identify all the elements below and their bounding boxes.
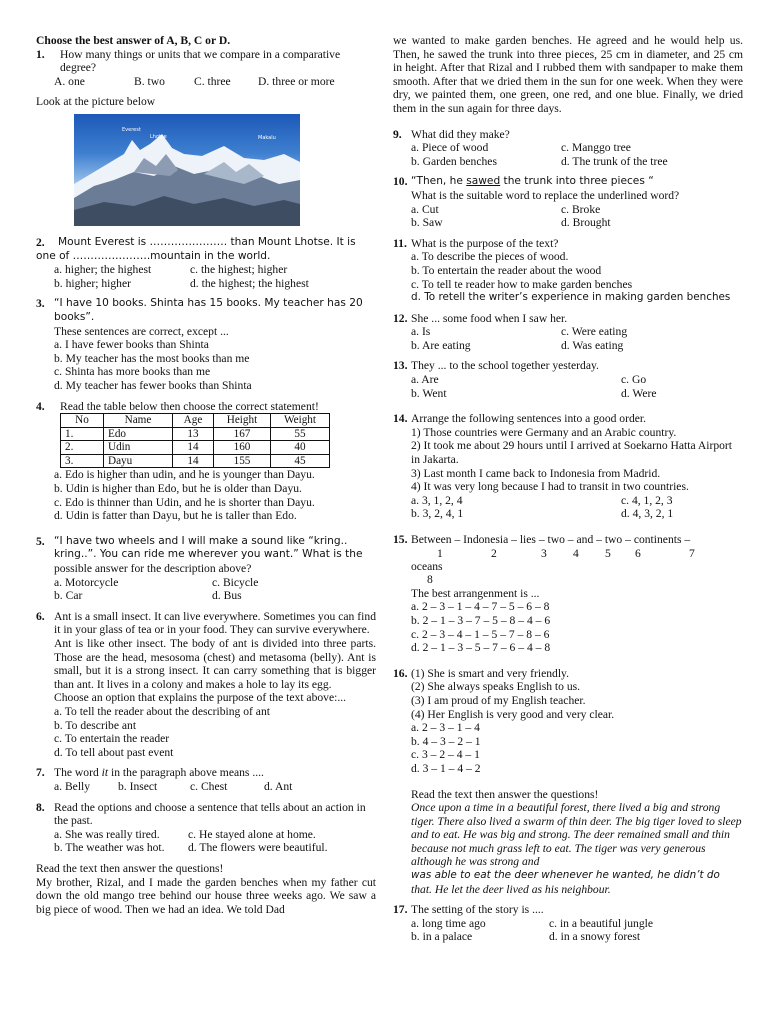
- option-a[interactable]: a. To describe the pieces of wood.: [411, 250, 569, 264]
- option-d[interactable]: d. Ant: [264, 779, 293, 793]
- table-header: Name: [104, 414, 173, 428]
- option-a[interactable]: a. Motorcycle: [54, 575, 119, 589]
- option-a[interactable]: a. Piece of wood: [411, 141, 489, 155]
- table-cell: 40: [271, 441, 330, 455]
- table-cell: 1.: [61, 427, 104, 441]
- option-c[interactable]: c. Chest: [190, 779, 228, 793]
- question-text-line2: What is the suitable word to replace the underlined word?: [411, 188, 680, 202]
- option-d[interactable]: d. Bus: [212, 589, 242, 603]
- question-number: 13.: [393, 359, 408, 373]
- sentence-4: (4) Her English is very good and very clear.: [411, 707, 615, 721]
- question-number: 16.: [393, 666, 408, 680]
- option-d[interactable]: d. Were: [621, 386, 657, 400]
- right-column: [393, 34, 743, 944]
- question-number: 10.: [393, 175, 408, 189]
- option-a[interactable]: a. long time ago: [411, 916, 486, 930]
- sentence-1: (1) She is smart and very friendly.: [411, 666, 569, 680]
- question-10: [393, 175, 743, 229]
- instruction-heading: Choose the best answer of A, B, C or D.: [36, 34, 231, 47]
- question-number: 5.: [36, 534, 45, 548]
- option-c[interactable]: c. Edo is thinner than Udin, and he is shorter than Dayu.: [54, 495, 315, 509]
- option-a[interactable]: a. 2 – 3 – 1 – 4 – 7 – 5 – 6 – 8: [411, 600, 550, 614]
- table-header-row: [61, 414, 330, 428]
- question-text-pre: The word: [54, 766, 102, 780]
- table-header: Weight: [271, 414, 330, 428]
- question-9: [393, 128, 743, 169]
- table-cell: 155: [214, 454, 271, 468]
- story2-text-end: that. He let the deer lived as his neighbour.: [411, 882, 611, 896]
- option-b[interactable]: b. Garden benches: [411, 154, 497, 168]
- option-c[interactable]: c. in a beautiful jungle: [549, 916, 653, 930]
- option-c[interactable]: C. three: [194, 74, 231, 88]
- question-7: [36, 766, 376, 793]
- option-d[interactable]: d. The flowers were beautiful.: [188, 841, 328, 855]
- option-d[interactable]: d. 3 – 1 – 4 – 2: [411, 761, 481, 775]
- option-a[interactable]: a. higher; the highest: [54, 263, 152, 277]
- question-text: They ... to the school together yesterday.: [411, 359, 599, 373]
- mountain-picture: [74, 114, 300, 226]
- question-text-line2: kring..”. You can ride me wherever you want.” What is the: [54, 548, 363, 561]
- question-15: [393, 533, 743, 655]
- option-c[interactable]: c. Go: [621, 373, 647, 387]
- question-11: [393, 237, 743, 305]
- option-a[interactable]: a. Belly: [54, 779, 91, 793]
- question-number: 1.: [36, 47, 45, 61]
- option-a[interactable]: a. Are: [411, 373, 439, 387]
- option-d[interactable]: d. 2 – 1 – 3 – 5 – 7 – 6 – 4 – 8: [411, 641, 551, 655]
- word-number: 8: [427, 573, 433, 587]
- question-number: 2.: [36, 235, 45, 249]
- question-number: 14.: [393, 412, 408, 426]
- option-c[interactable]: c. To tell te reader how to make garden benches: [411, 277, 633, 291]
- sentence-1: 1) Those countries were Germany and an Arabic country.: [411, 425, 677, 439]
- table-cell: 14: [173, 441, 214, 455]
- question-number: 6.: [36, 609, 45, 623]
- story2-instruction: Read the text then answer the questions!: [411, 787, 599, 801]
- question-text: Read the options and choose a sentence that tells about an action in the past.: [54, 800, 366, 828]
- label-everest: Everest: [122, 126, 141, 133]
- word-number: 1: [437, 546, 443, 560]
- sentence-3: (3) I am proud of my English teacher.: [411, 693, 586, 707]
- option-b[interactable]: b. Insect: [118, 779, 158, 793]
- question-number: 15.: [393, 533, 408, 546]
- question-2: [36, 236, 376, 290]
- question-text-line2: books”.: [54, 310, 95, 323]
- sentence-2: (2) She always speaks English to us.: [411, 680, 581, 694]
- question-text-line3: These sentences are correct, except ...: [54, 324, 229, 338]
- question-number: 4.: [36, 399, 45, 413]
- option-b[interactable]: b. To describe ant: [54, 718, 137, 732]
- question-12: [393, 312, 743, 353]
- table-cell: 45: [271, 454, 330, 468]
- story2-text: Once upon a time in a beautiful forest, there lived a big and strong tiger. There also lived a swarm of thin deer. The big tiger loved to sleep and to eat. He was big and strong. The deer remained small and thin because not much grass left to eat. The tiger was very generous although he was strong and: [411, 801, 742, 869]
- option-d[interactable]: d. To retell the writer’s experience in making garden benches: [411, 291, 731, 304]
- mountain-illustration: [74, 114, 300, 226]
- option-d[interactable]: d. The trunk of the tree: [561, 154, 668, 168]
- option-c[interactable]: c. Bicycle: [212, 575, 259, 589]
- question-text: Read the table below then choose the correct statement!: [60, 399, 319, 413]
- option-a[interactable]: a. She was really tired.: [54, 827, 160, 841]
- question-text: Arrange the following sentences into a good order.: [411, 412, 647, 426]
- table-cell: 14: [173, 454, 214, 468]
- question-text: The setting of the story is ....: [411, 903, 544, 917]
- question-text-post: in the paragraph above means ....: [108, 766, 264, 780]
- question-text-line2: one of ………………….mountain in the world.: [36, 249, 271, 262]
- table-cell: 55: [271, 427, 330, 441]
- option-d[interactable]: d. Udin is fatter than Dayu, but he is taller than Edo.: [54, 509, 297, 523]
- option-d[interactable]: d. the highest; the highest: [190, 276, 309, 290]
- option-b[interactable]: b. My teacher has the most books than me: [54, 351, 250, 365]
- option-c[interactable]: c. To entertain the reader: [54, 732, 170, 746]
- table-row: [61, 454, 330, 468]
- option-b[interactable]: b. To entertain the reader about the wood: [411, 263, 602, 277]
- question-3: [36, 297, 376, 392]
- question-text: Choose an option that explains the purpose of the text above:...: [54, 691, 347, 705]
- label-makalu: Makalu: [258, 134, 276, 141]
- table-row: [61, 441, 330, 455]
- option-b[interactable]: b. The weather was hot.: [54, 841, 165, 855]
- option-d[interactable]: d. Brought: [561, 216, 611, 230]
- option-a[interactable]: a. Edo is higher than udin, and he is younger than Dayu.: [54, 468, 315, 482]
- question-text: What did they make?: [411, 127, 510, 141]
- option-b[interactable]: b. 3, 2, 4, 1: [411, 507, 464, 521]
- sentence-2: 2) It took me about 29 hours until I arrived at Soekarno Hatta Airport in Jakarta.: [411, 439, 733, 467]
- left-column: [36, 34, 376, 916]
- option-b[interactable]: b. 4 – 3 – 2 – 1: [411, 734, 481, 748]
- question-13: [393, 359, 743, 400]
- table-header: No: [61, 414, 104, 428]
- question-14: [393, 412, 743, 521]
- question-text: She ... some food when I saw her.: [411, 311, 568, 325]
- option-d[interactable]: d. 4, 3, 2, 1: [621, 507, 674, 521]
- question-5: [36, 535, 376, 603]
- table-cell: 2.: [61, 441, 104, 455]
- option-d[interactable]: d. in a snowy forest: [549, 930, 641, 944]
- word-number: 7: [689, 546, 695, 560]
- question-text: [411, 175, 654, 189]
- story-text-left: My brother, Rizal, and I made the garden benches when my father cut down the old mango tree behind our house three weeks ago. We saw a big piece of wood. Then we had an idea. We told Dad: [36, 875, 376, 916]
- underlined-word: sawed: [466, 175, 501, 188]
- option-d[interactable]: d. To tell about past event: [54, 745, 174, 759]
- option-c[interactable]: c. Broke: [561, 202, 601, 216]
- question-text: Between – Indonesia – lies – two – and – two – continents –: [411, 533, 691, 546]
- question-text-line1: Mount Everest is …………………. than Mount Lhotse. It is: [58, 235, 356, 248]
- table-cell: Edo: [104, 427, 173, 441]
- option-b[interactable]: b. higher; higher: [54, 276, 131, 290]
- option-c[interactable]: c. He stayed alone at home.: [188, 827, 316, 841]
- passage-paragraph-2: Ant is like other insect. The body of ant is divided into three parts. Those are the head, mesosoma (chest) and metasoma (belly). Ant is small, but it is a strong insect. It can carry something that is bigger than ant. It lives in a colony and makes a hole to lay its egg.: [54, 637, 376, 691]
- option-b[interactable]: b. Car: [54, 589, 83, 603]
- word-number: 6: [635, 546, 641, 560]
- option-b[interactable]: B. two: [134, 74, 165, 88]
- table-cell: 167: [214, 427, 271, 441]
- option-a[interactable]: A. one: [54, 74, 85, 88]
- question-keyword: it: [101, 766, 109, 780]
- question-text-line3: possible answer for the description above?: [54, 562, 252, 576]
- option-d[interactable]: D. three or more: [258, 74, 335, 88]
- question-number: 17.: [393, 903, 408, 917]
- table-cell: Udin: [104, 441, 173, 455]
- table-header: Height: [214, 414, 271, 428]
- word-numbers: [393, 547, 743, 560]
- table-row: [61, 427, 330, 441]
- sentence-3: 3) Last month I came back to Indonesia from Madrid.: [411, 466, 661, 480]
- question-number: 8.: [36, 800, 45, 814]
- option-d[interactable]: d. My teacher has fewer books than Shinta: [54, 378, 252, 392]
- option-a[interactable]: a. To tell the reader about the describing of ant: [54, 704, 270, 718]
- option-c[interactable]: c. 3 – 2 – 4 – 1: [411, 748, 480, 762]
- question-8: [36, 801, 376, 855]
- option-a[interactable]: a. I have fewer books than Shinta: [54, 338, 209, 352]
- option-b[interactable]: b. in a palace: [411, 930, 473, 944]
- option-c[interactable]: c. Manggo tree: [561, 141, 631, 155]
- option-c[interactable]: c. 2 – 3 – 4 – 1 – 5 – 7 – 8 – 6: [411, 627, 550, 641]
- option-b[interactable]: b. Are eating: [411, 338, 471, 352]
- question-text-post: the trunk into three pieces “: [500, 175, 654, 188]
- word-number: 4: [573, 546, 579, 560]
- question-text-pre: “Then, he: [411, 175, 467, 188]
- question-16: [393, 667, 743, 776]
- question-number: 11.: [393, 236, 407, 250]
- option-b[interactable]: b. Saw: [411, 216, 443, 230]
- passage-paragraph-1: Ant is a small insect. It can live everywhere. Sometimes you can find it in your glass of tea or in your food. They can survive everywhere.: [54, 609, 376, 637]
- question-17: [393, 903, 743, 944]
- option-a[interactable]: a. 3, 1, 2, 4: [411, 493, 463, 507]
- question-text: How many things or units that we compare in a comparative degree?: [60, 47, 341, 75]
- option-a[interactable]: a. Cut: [411, 202, 439, 216]
- look-instruction: Look at the picture below: [36, 95, 156, 109]
- question-text-line1: “I have 10 books. Shinta has 15 books. My teacher has 20: [54, 297, 363, 310]
- question-text-line1: “I have two wheels and I will make a sound like “kring..: [54, 534, 348, 547]
- word-number: 2: [491, 546, 497, 560]
- question-number: 7.: [36, 766, 45, 780]
- story-instruction: Read the text then answer the questions!: [36, 861, 224, 875]
- question-text: What is the purpose of the text?: [411, 236, 559, 250]
- option-d[interactable]: d. Was eating: [561, 338, 624, 352]
- table-cell: 13: [173, 427, 214, 441]
- question-1: [36, 48, 376, 89]
- sentence-4: 4) It was very long because I had to transit in two countries.: [411, 480, 689, 494]
- option-c[interactable]: c. Shinta has more books than me: [54, 365, 211, 379]
- question-4: [36, 400, 376, 523]
- option-a[interactable]: a. 2 – 3 – 1 – 4: [411, 721, 480, 735]
- story-text-right: we wanted to make garden benches. He agreed and he would help us. Then, he sawed the trunk into three pieces, 25 cm in diameter, and 25 cm in height. After that Rizal and I rubbed them with sandpaper to make them smooth. After that we dried them in the sun for one week. When they were dry, we painted them, one green, one red, and one blue. Finally, we dried them in the sun again for three days.: [393, 34, 743, 115]
- option-b[interactable]: b. 2 – 1 – 3 – 7 – 5 – 8 – 4 – 6: [411, 613, 551, 627]
- table-cell: 160: [214, 441, 271, 455]
- word-number: 5: [605, 546, 611, 560]
- question-6: [36, 610, 376, 760]
- table-header: Age: [173, 414, 214, 428]
- story2-text-line: was able to eat the deer whenever he wanted, he didn’t do: [411, 869, 720, 882]
- question-number: 12.: [393, 311, 408, 325]
- question-number: 3.: [36, 297, 45, 311]
- label-lhotse: Lhotse: [150, 133, 167, 140]
- student-table: [60, 413, 330, 468]
- option-a[interactable]: a. Is: [411, 325, 431, 339]
- table-cell: 3.: [61, 454, 104, 468]
- option-b[interactable]: b. Went: [411, 386, 447, 400]
- option-c[interactable]: c. Were eating: [561, 325, 628, 339]
- question-text: [54, 766, 264, 780]
- word-number: 3: [541, 546, 547, 560]
- option-c[interactable]: c. the highest; higher: [190, 263, 288, 277]
- question-text-line2: The best arrangenment is ...: [411, 586, 540, 600]
- word-oceans: oceans: [411, 559, 443, 573]
- question-number: 9.: [393, 127, 402, 141]
- option-b[interactable]: b. Udin is higher than Edo, but he is older than Dayu.: [54, 482, 302, 496]
- table-cell: Dayu: [104, 454, 173, 468]
- option-c[interactable]: c. 4, 1, 2, 3: [621, 493, 673, 507]
